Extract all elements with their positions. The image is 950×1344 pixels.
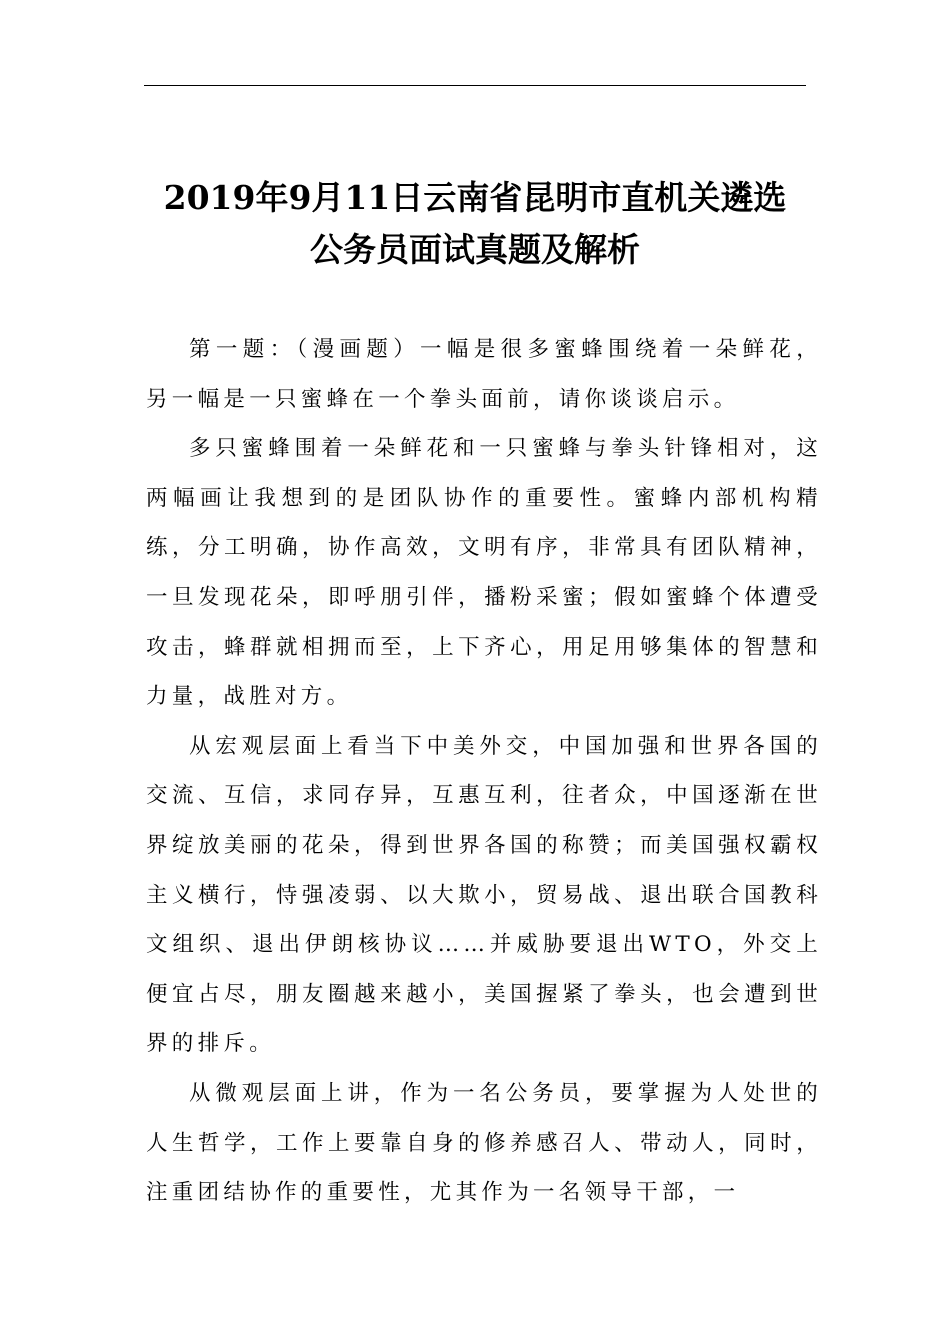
title-line-2: 公务员面试真题及解析	[310, 230, 640, 269]
paragraph-team-spirit: 多只蜜蜂围着一朵鲜花和一只蜜蜂与拳头针锋相对，这两幅画让我想到的是团队协作的重要性。蜜蜂内部机构精练，分工明确，协作高效，文明有序，非常具有团队精神，一旦发现花朵，即呼朋引伴，播粉采蜜；假如蜜蜂个体遭受攻击，蜂群就相拥而至，上下齐心，用足用够集体的智慧和力量，战胜对方。	[146, 436, 822, 710]
title-line-1: 2019年9月11日云南省昆明市直机关遴选	[163, 178, 787, 217]
paragraph-macro-view: 从宏观层面上看当下中美外交，中国加强和世界各国的交流、互信，求同存异，互惠互利，往者众，中国逐渐在世界绽放美丽的花朵，得到世界各国的称赞；而美国强权霸权主义横行，恃强凌弱、以大欺小，贸易战、退出联合国教科文组织、退出伊朗核协议……并威胁要退出WTO，外交上便宜占尽，朋友圈越来越小，美国握紧了拳头，也会遭到世界的排斥。	[146, 733, 822, 1057]
document-body	[146, 325, 822, 1218]
paragraph-question: 第一题：（漫画题）一幅是很多蜜蜂围绕着一朵鲜花，另一幅是一只蜜蜂在一个拳头面前，请你谈谈启示。	[146, 337, 822, 412]
header-rule	[144, 85, 806, 86]
paragraph-micro-view: 从微观层面上讲，作为一名公务员，要掌握为人处世的人生哲学，工作上要靠自身的修养感召人、带动人，同时，注重团结协作的重要性，尤其作为一名领导干部，一	[146, 1080, 822, 1206]
document-title	[100, 172, 850, 276]
